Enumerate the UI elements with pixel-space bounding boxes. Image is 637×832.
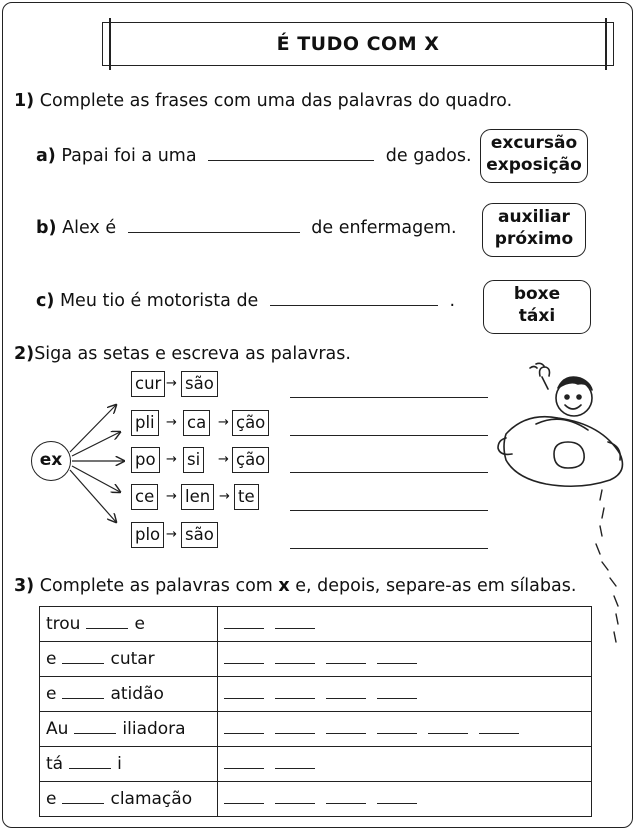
q2-answer-line[interactable] [290,397,488,398]
table-row [40,747,592,782]
word-prefix: trou [46,614,81,634]
q3-instruction-part-1: Complete as palavras com [39,576,279,596]
arrow-to-row-5 [72,466,120,492]
arrow-right-icon: → [166,489,177,504]
fill-blank[interactable] [62,663,104,664]
fill-blank[interactable] [62,698,104,699]
syllable-box: pli [131,410,159,436]
fill-blank[interactable] [62,803,104,804]
q3-instruction-letter: x [278,576,290,596]
word-cell [40,642,218,677]
q1-item-b-option-2: próximo [494,229,574,249]
fill-blank[interactable] [74,733,116,734]
q1-item-c-option-1: boxe [513,284,561,304]
q1-item-a-letter: a) [36,146,56,166]
fill-blank[interactable] [86,628,128,629]
q1-item-c-before: Meu tio é motorista de [59,291,259,311]
q3-table [39,606,592,817]
q2-instruction: Siga as setas e escreva as palavras. [34,344,351,364]
syllables-cell[interactable] [218,747,592,782]
q1-item-b-before: Alex é [62,218,117,238]
syllables-cell[interactable] [218,782,592,817]
q1-item-a-before: Papai foi a uma [61,146,197,166]
arrow-right-icon: → [219,489,230,504]
word-cell [40,747,218,782]
q1-item-a-after: de gados. [385,146,472,166]
syllable-box: são [181,522,218,548]
word-cell [40,607,218,642]
q1-instruction: Complete as frases com uma das palavras do quadro. [39,91,513,111]
word-prefix: e [46,649,57,669]
syllables-cell[interactable] [218,677,592,712]
word-prefix: e [46,789,57,809]
arrow-right-icon: → [166,376,177,391]
q1-item-b-option-1: auxiliar [498,207,570,227]
table-row [40,677,592,712]
syllable-box: te [234,484,259,510]
q3-instruction-part-2: e, depois, separe-as em sílabas. [289,576,577,596]
arrow-to-row-3 [72,432,120,456]
q3-heading [14,576,576,596]
q1-item-b-letter: b) [36,218,57,238]
word-suffix: iliadora [122,719,186,739]
motion-mark [530,367,537,369]
arrow-right-icon: → [166,452,177,467]
syllable-box: ção [232,410,269,436]
syllable-box: ca [183,410,210,436]
q2-answer-line[interactable] [290,472,488,473]
q2-answer-line[interactable] [290,510,488,511]
syllable-box: si [183,447,204,473]
arrow-right-icon: → [166,527,177,542]
q1-item-c-option-2: táxi [518,306,556,326]
table-row [40,607,592,642]
word-cell [40,712,218,747]
syllable-box: plo [131,522,164,548]
word-prefix: tá [46,754,64,774]
syllable-box: po [131,447,160,473]
table-row [40,642,592,677]
table-row [40,712,592,747]
q1-item-c-after: . [449,291,456,311]
q1-item-a-option-1: excursão [490,133,578,153]
q2-answer-line[interactable] [290,435,488,436]
word-cell [40,782,218,817]
ex-prefix-circle: ex [31,441,71,481]
syllable-box: ce [131,484,158,510]
word-cell [40,677,218,712]
syllable-box: cur [131,371,165,397]
syllable-box: ção [232,447,269,473]
syllable-box: são [181,371,218,397]
word-suffix: atidão [110,684,164,704]
motion-mark [536,363,544,366]
page-title: É TUDO COM X [276,33,440,55]
q2-answer-line[interactable] [290,548,488,549]
syllables-cell[interactable] [218,712,592,747]
q3-number: 3) [14,576,35,596]
arrow-right-icon: → [166,415,177,430]
syllables-cell[interactable] [218,642,592,677]
q1-item-a-option-2: exposição [486,155,582,175]
syllable-box: len [181,484,214,510]
word-prefix: Au [46,719,69,739]
word-suffix: e [134,614,145,634]
syllables-cell[interactable] [218,607,592,642]
table-row [40,782,592,817]
q2-number: 2) [14,344,35,364]
q1-number: 1) [14,91,35,111]
arrow-right-icon: → [218,415,229,430]
q1-item-c-letter: c) [36,291,55,311]
q1-item-b-after: de enfermagem. [311,218,457,238]
word-prefix: e [46,684,57,704]
word-suffix: i [117,754,122,774]
word-suffix: clamação [110,789,193,809]
arrow-right-icon: → [218,452,229,467]
word-suffix: cutar [110,649,155,669]
fill-blank[interactable] [69,768,111,769]
